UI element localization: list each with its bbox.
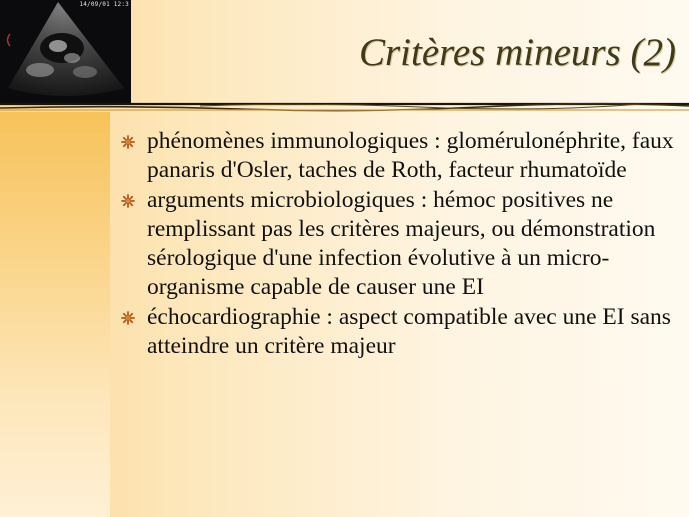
header-divider — [0, 101, 689, 112]
left-accent-band — [0, 112, 110, 517]
bullet-item — [121, 303, 677, 361]
echo-timestamp: 14/09/01 12:3 — [79, 1, 129, 8]
star-bullet-icon — [121, 135, 135, 149]
bullet-item — [121, 127, 677, 185]
bullet-item — [121, 186, 677, 302]
bullet-text: échocardiographie : aspect compatible avec une EI sans atteindre un critère majeur — [147, 304, 671, 359]
echocardiogram-image — [0, 0, 131, 103]
star-bullet-icon — [121, 194, 135, 208]
bullet-text: phénomènes immunologiques : glomérulonéphrite, faux panaris d'Osler, taches de Roth, facteur rhumatoïde — [147, 128, 674, 183]
bullet-list — [121, 127, 677, 362]
slide-title: Critères mineurs (2) — [358, 31, 676, 74]
bullet-text: arguments microbiologiques : hémoc positives ne remplissant pas les critères majeurs, ou démonstration sérologique d'une infection évolutive à un micro-organisme capable de causer une EI — [147, 187, 656, 300]
star-bullet-icon — [121, 311, 135, 325]
